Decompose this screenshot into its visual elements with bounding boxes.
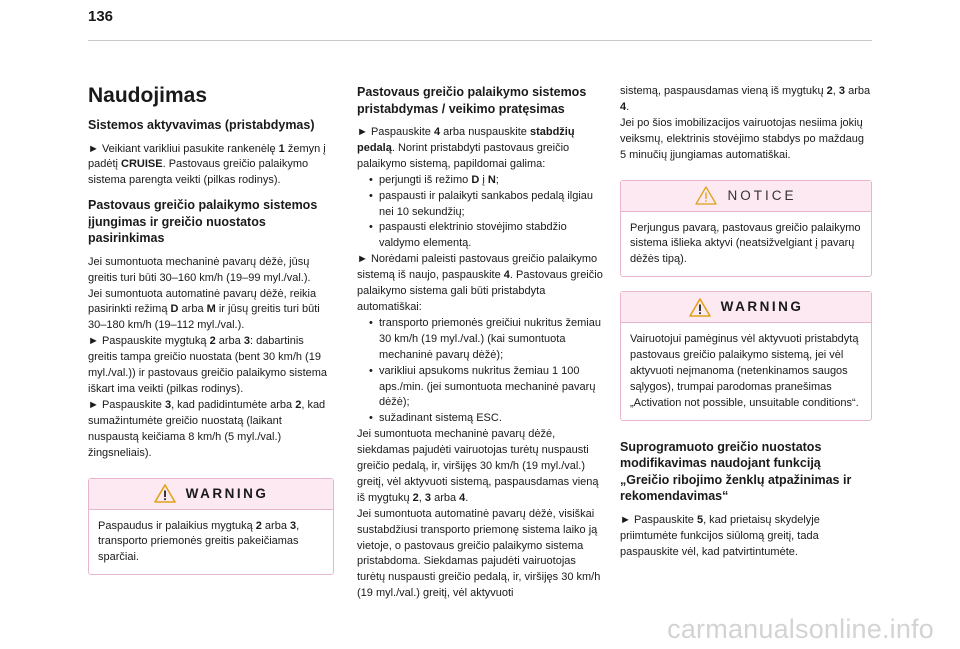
warning-triangle-icon <box>154 484 176 503</box>
heading-speed-selection: Pastovaus greičio palaikymo sistemos įjungimas ir greičio nuostatos pasirinkimas <box>88 198 318 246</box>
watermark: carmanualsonline.info <box>667 614 934 644</box>
warning-title: WARNING <box>720 299 804 315</box>
pause-list <box>357 173 607 253</box>
notice-header <box>621 181 871 212</box>
resume-paragraph: ► Norėdami paleisti pastovaus greičio palaikymo sistemą iš naujo, paspauskite 4. Pastovaus greičio palaikymo sistema gali būti pristabdyta automatiškai: <box>357 253 603 313</box>
list-item: • paspausti elektrinio stovėjimo stabdžio valdymo elementą. <box>357 220 607 252</box>
reprogramming-paragraph: ► Paspauskite 5, kad prietaisų skydelyje priimtumėte funkcijos siūlomą greitį, tada paspauskite vėl, kad patvirtintumėte. <box>620 513 820 558</box>
warning-text: Paspaudus ir palaikius mygtuką 2 arba 3, transporto priemonės greitis pakeičiamas sparčiai. <box>98 519 300 564</box>
warning-header <box>89 479 333 510</box>
heading-pause-resume: Pastovaus greičio palaikymo sistemos pristabdymas / veikimo pratęsimas <box>357 85 587 116</box>
gearbox-paragraph: Jei sumontuota mechaninė pavarų dėžė, siekdamas pajudėti vairuotojas turėtų nuspausti greičio pedalą, ir, viršijęs 30 km/h (19 myl./val.) greitį, vėl aktyvuoti sistemą, paspausdamas vieną iš mygtukų 2, 3 arba 4. Jei sumontuota automatinė pavarų dėžė, visiškai sustabdžiusi transporto priemonę sistema laiko ją vietoje, o pastovaus greičio palaikymo sistema pristabdoma. Siekdamas pajudėti vairuotojas turėtų nuspausti greičio pedalą, ir, viršijęs 30 km/h (19 myl./val.) greitį, vėl aktyvuoti <box>357 428 601 600</box>
list-item: • transporto priemonės greičiui nukritus žemiau 30 km/h (19 myl./val.) (kai sumontuota mechaninė pavarų dėžė); <box>357 316 607 364</box>
warning-header <box>621 292 871 323</box>
auto-pause-list <box>357 316 607 427</box>
notice-body <box>621 212 871 277</box>
warning-body <box>621 323 871 420</box>
pause-intro: ► Paspauskite 4 arba nuspauskite stabdžių pedalą. Norint pristabdyti pastovaus greičio palaikymo sistemą, papildomai galima: <box>357 126 575 170</box>
list-item: • paspausti ir palaikyti sankabos pedalą ilgiau nei 10 sekundžių; <box>357 189 607 221</box>
notice-triangle-icon <box>695 186 717 205</box>
notice-title: NOTICE <box>727 187 797 203</box>
warning-title: WARNING <box>185 485 269 501</box>
column-2 <box>357 84 607 602</box>
notice-text: Perjungus pavarą, pastovaus greičio palaikymo sistema išlieka aktyvi (neatsižvelgiant į pavarų dėžės tipą). <box>630 221 861 266</box>
list-item: • sužadinant sistemą ESC. <box>357 411 607 427</box>
warning-box <box>620 291 872 421</box>
list-item: • varikliui apsukoms nukritus žemiau 1 100 aps./min. (jei sumontuota mechaninė pavarų dėžė); <box>357 364 607 412</box>
column-1 <box>88 84 334 589</box>
continuation-paragraph: sistemą, paspausdamas vieną iš mygtukų 2, 3 arba 4. Jei po šios imobilizacijos vairuotojas nesiima jokių veiksmų, elektrinis stovėjimo stabdys po maždaug 5 minučių įjungiamas automatiškai. <box>620 85 871 161</box>
warning-triangle-icon <box>689 298 711 317</box>
warning-body <box>89 510 333 575</box>
page-number: 136 <box>88 8 114 25</box>
notice-box <box>620 180 872 278</box>
heading-reprogramming: Suprogramuoto greičio nuostatos modifikavimas naudojant funkciją „Greičio ribojimo ženklų atpažinimas ir rekomendavimas“ <box>620 439 852 504</box>
activation-paragraph: ► Veikiant varikliui pasukite rankenėlę 1 žemyn į padėtį CRUISE. Pastovaus greičio palaikymo sistema parengta veikti (pilkas rodinys). <box>88 142 326 187</box>
heading-activation: Sistemos aktyvavimas (pristabdymas) <box>88 118 315 132</box>
column-3 <box>620 84 872 569</box>
speed-paragraph: Jei sumontuota mechaninė pavarų dėžė, jūsų greitis turi būti 30–160 km/h (19–99 myl./val.). Jei sumontuota automatinė pavarų dėžė, reikia pasirinkti režimą D arba M ir jūsų greitis turi būti 30–180 km/h (19–112 myl./val.). ► Paspauskite mygtuką 2 arba 3: dabartinis greitis tampa greičio nuostata (bent 30 km/h (19 myl./val.)) ir pastovaus greičio palaikymo sistema iškart ima veikti (pilkas rodinys). ► Paspauskite 3, kad padidintumėte arba 2, kad sumažintumėte greičio nuostatą (laikant nuspaustą keičiama 8 km/h (5 myl./val.) žingsneliais). <box>88 255 328 459</box>
section-title: Naudojimas <box>88 84 208 107</box>
list-item: • perjungti iš režimo D į N; <box>357 173 607 189</box>
header-divider <box>88 40 872 41</box>
warning-box <box>88 478 334 576</box>
warning-text: Vairuotojui pamėginus vėl aktyvuoti pristabdytą pastovaus greičio palaikymo sistemą, jei vėl aktyvuoti neįmanoma (netenkinamos saugos sąlygos), trumpai parodomas pranešimas „Activation not possible, unsuitable conditions“. <box>630 333 859 409</box>
